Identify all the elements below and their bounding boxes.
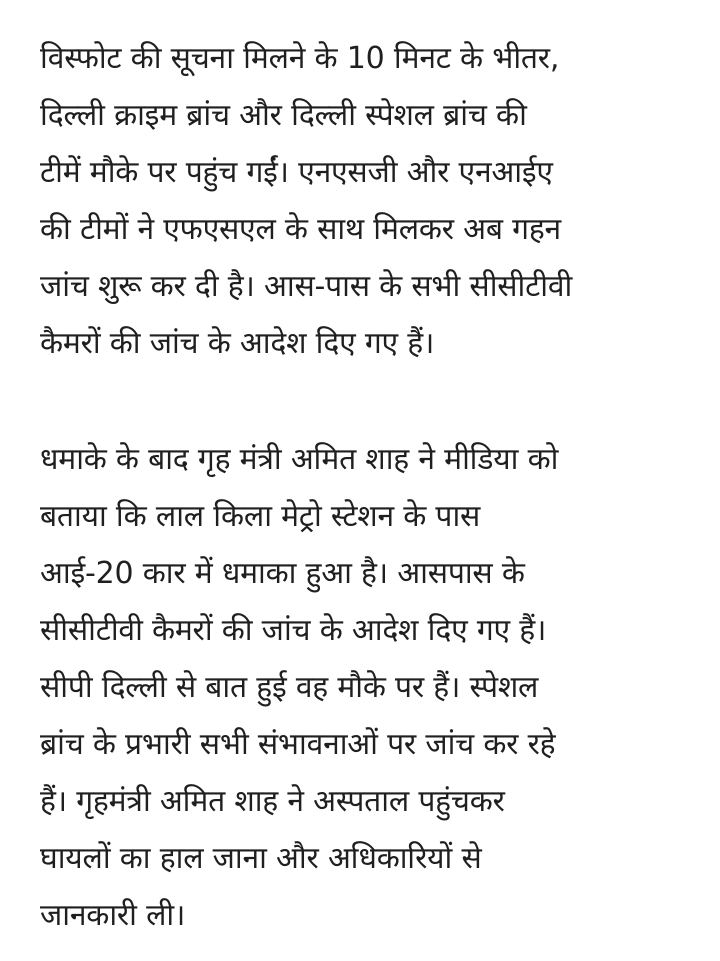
text-line: दिल्ली क्राइम ब्रांच और दिल्ली स्पेशल ब्रांच की bbox=[40, 98, 527, 133]
text-line: जांच शुरू कर दी है। आस-पास के सभी सीसीटीवी bbox=[40, 269, 573, 304]
text-line: की टीमों ने एफएसएल के साथ मिलकर अब गहन bbox=[40, 212, 562, 247]
text-line: टीमें मौके पर पहुंच गईं। एनएसजी और एनआईए bbox=[40, 155, 553, 190]
text-line: हैं। गृहमंत्री अमित शाह ने अस्पताल पहुंचकर bbox=[40, 784, 505, 819]
paragraph-investigation bbox=[40, 30, 700, 372]
paragraph-statement bbox=[40, 431, 700, 944]
article-body bbox=[40, 30, 700, 944]
text-line: सीसीटीवी कैमरों की जांच के आदेश दिए गए हैं। bbox=[40, 613, 547, 648]
text-line: घायलों का हाल जाना और अधिकारियों से bbox=[40, 841, 482, 876]
paragraph-gap bbox=[40, 372, 700, 431]
text-line: जानकारी ली। bbox=[40, 898, 186, 933]
text-line: आई-20 कार में धमाका हुआ है। आसपास के bbox=[40, 556, 525, 591]
text-line: बताया कि लाल किला मेट्रो स्टेशन के पास bbox=[40, 499, 481, 534]
text-line: ब्रांच के प्रभारी सभी संभावनाओं पर जांच कर रहे bbox=[40, 727, 556, 762]
text-line: धमाके के बाद गृह मंत्री अमित शाह ने मीडिया को bbox=[40, 442, 559, 477]
text-line: सीपी दिल्ली से बात हुई वह मौके पर हैं। स्पेशल bbox=[40, 670, 539, 705]
text-line: विस्फोट की सूचना मिलने के 10 मिनट के भीतर, bbox=[40, 41, 560, 76]
text-line: कैमरों की जांच के आदेश दिए गए हैं। bbox=[40, 326, 435, 361]
